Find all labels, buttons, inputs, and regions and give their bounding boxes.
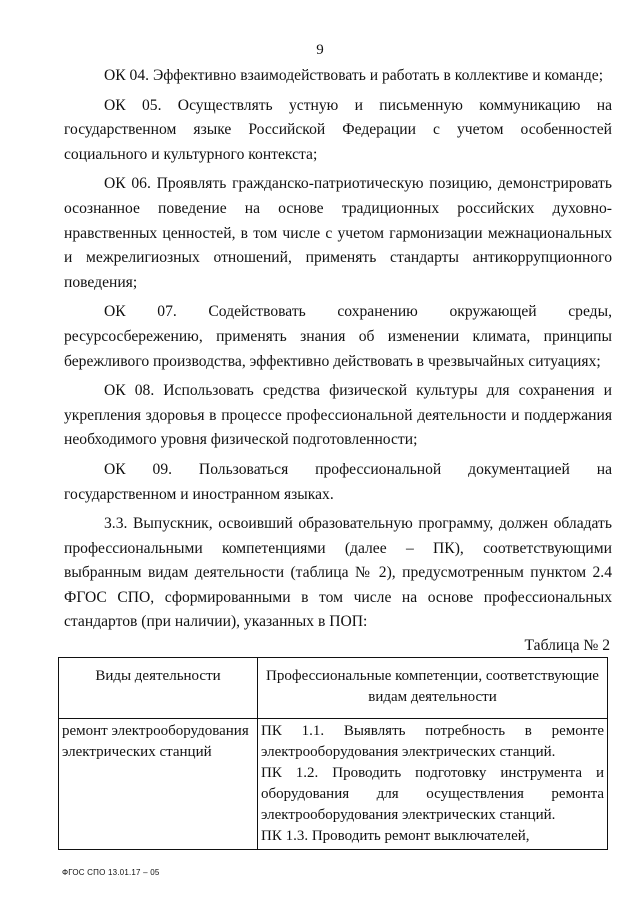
header-competencies: Профессиональные компетенции, соответствующие видам деятельности	[258, 658, 608, 719]
competency-pk-1-3: ПК 1.3. Проводить ремонт выключателей,	[261, 828, 530, 844]
paragraph-ok06: ОК 06. Проявлять гражданско-патриотическую позицию, демонстрировать осознанное поведение на основе традиционных российских духовно-нравственных ценностей, в том числе с учетом гармонизации межнациональных и межрелигиозных отношений, применять стандарты антикоррупционного поведения;	[64, 175, 612, 291]
table-caption: Таблица № 2	[524, 637, 610, 654]
paragraph-ok08: ОК 08. Использовать средства физической культуры для сохранения и укрепления здоровья в процессе профессиональной деятельности и поддержания необходимого уровня физической подготовленности;	[64, 382, 612, 449]
paragraph-ok04: ОК 04. Эффективно взаимодействовать и работать в коллективе и команде;	[104, 67, 604, 84]
activity-cell: ремонт электрооборудования электрических станций	[59, 719, 258, 850]
competencies-table	[58, 657, 608, 850]
competency-pk-1-2: ПК 1.2. Проводить подготовку инструмента и оборудования для осуществления ремонта электрооборудования электрических станций.	[261, 765, 604, 823]
header-activities: Виды деятельности	[59, 658, 258, 719]
competencies-cell	[258, 719, 608, 850]
table-row	[59, 719, 608, 850]
competency-pk-1-1: ПК 1.1. Выявлять потребность в ремонте электрооборудования электрических станций.	[261, 723, 604, 760]
footer-standard-code: ФГОС СПО 13.01.17 – 05	[62, 868, 160, 877]
paragraph-ok05: ОК 05. Осуществлять устную и письменную коммуникацию на государственном языке Российской Федерации с учетом особенностей социального и культурного контекста;	[64, 96, 612, 163]
paragraph-ok07: ОК 07. Содействовать сохранению окружающей среды, ресурсосбережению, применять знания об изменении климата, принципы бережливого производства, эффективно действовать в чрезвычайных ситуациях;	[64, 303, 612, 370]
document-body	[64, 64, 612, 639]
paragraph-ok09: ОК 09. Пользоваться профессиональной документацией на государственном и иностранном языках.	[64, 460, 612, 503]
table-header-row	[59, 658, 608, 719]
page-number: 9	[316, 42, 324, 58]
paragraph-3-3: 3.3. Выпускник, освоивший образовательную программу, должен обладать профессиональными компетенциями (далее – ПК), соответствующими выбранным видам деятельности (таблица № 2), предусмотренным пунктом 2.4 ФГОС СПО, сформированными в том числе на основе профессиональных стандартов (при наличии), указанных в ПОП:	[64, 515, 612, 631]
